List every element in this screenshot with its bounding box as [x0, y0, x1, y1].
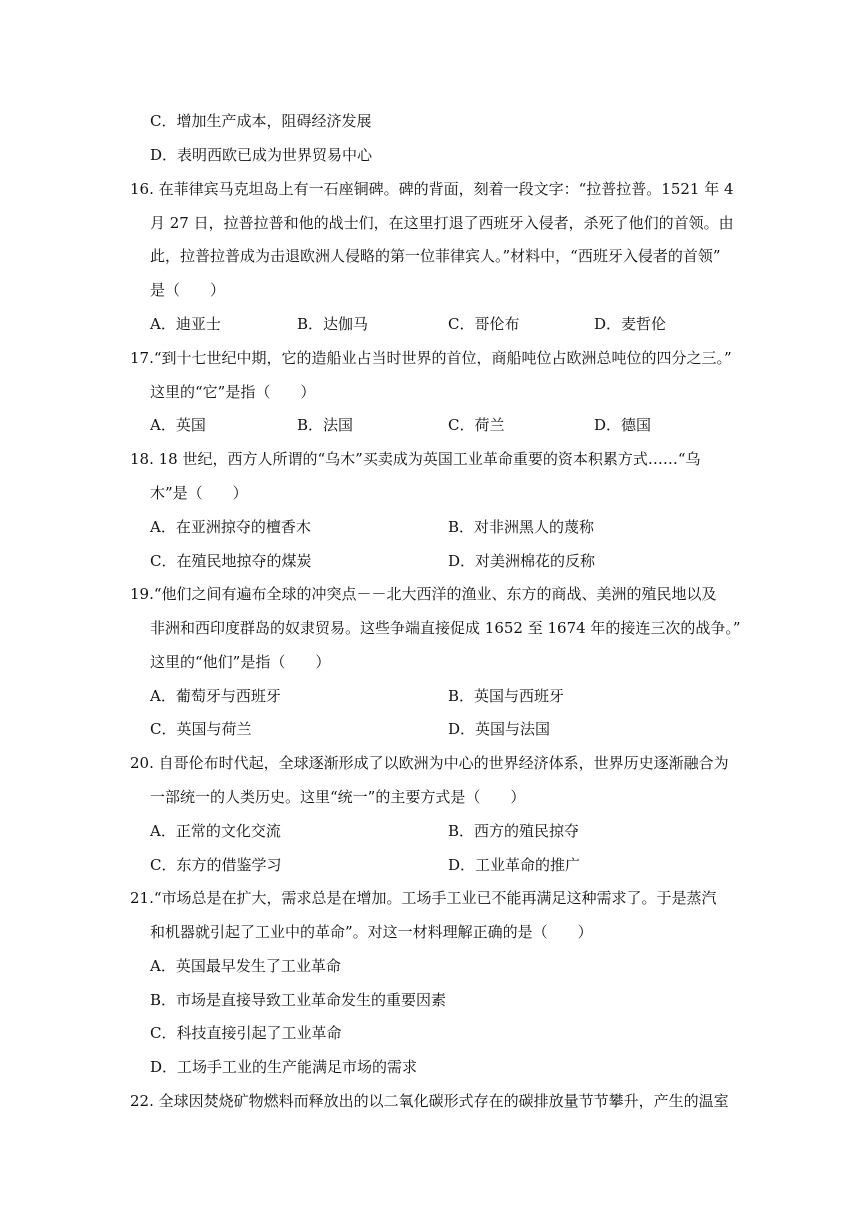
option-21-a: A．英国最早发生了工业革命	[150, 957, 341, 975]
option-16-d: D．麦哲伦	[594, 315, 667, 333]
option-15-d: D．表明西欧已成为世界贸易中心	[150, 146, 373, 164]
question-16-line-1: 16. 在菲律宾马克坦岛上有一石座铜碑。碑的背面，刻着一段文字：“拉普拉普。1521 年 4	[130, 180, 734, 198]
option-21-c: C．科技直接引起了工业革命	[150, 1024, 342, 1042]
option-18-c: C．在殖民地掠夺的煤炭	[150, 552, 312, 570]
question-16-line-3: 此，拉普拉普成为击退欧洲人侵略的第一位菲律宾人。”材料中，“西班牙入侵者的首领”	[150, 247, 721, 265]
option-18-a: A．在亚洲掠夺的檀香木	[150, 518, 311, 536]
question-22-line-1: 22. 全球因焚烧矿物燃料而释放出的以二氧化碳形式存在的碳排放量节节攀升，产生的温室	[130, 1092, 729, 1110]
option-16-c: C．哥伦布	[448, 315, 520, 333]
option-21-d: D．工场手工业的生产能满足市场的需求	[150, 1058, 418, 1076]
question-21-line-1: 21.“市场总是在扩大，需求总是在增加。工场手工业已不能再满足这种需求了。于是蒸汽	[130, 889, 717, 907]
option-21-b: B．市场是直接导致工业革命发生的重要因素	[150, 991, 447, 1009]
option-16-b: B．达伽马	[297, 315, 369, 333]
option-19-d: D．英国与法国	[448, 720, 551, 738]
question-20-line-2: 一部统一的人类历史。这里“统一”的主要方式是（ ）	[150, 788, 526, 806]
question-17-line-2: 这里的“它”是指（ ）	[150, 383, 316, 401]
option-17-d: D．德国	[594, 416, 652, 434]
option-20-d: D．工业革命的推广	[448, 856, 581, 874]
question-20-line-1: 20. 自哥伦布时代起，全球逐渐形成了以欧洲为中心的世界经济体系，世界历史逐渐融合为	[130, 754, 729, 772]
question-19-line-3: 这里的“他们”是指（ ）	[150, 653, 331, 671]
option-20-a: A．正常的文化交流	[150, 822, 281, 840]
question-16-line-2: 月 27 日，拉普拉普和他的战士们，在这里打退了西班牙入侵者，杀死了他们的首领。由	[150, 214, 734, 232]
question-17-line-1: 17.“到十七世纪中期，它的造船业占当时世界的首位，商船吨位占欧洲总吨位的四分之三。”	[130, 349, 732, 367]
question-21-line-2: 和机器就引起了工业中的革命”。对这一材料理解正确的是（ ）	[150, 923, 593, 941]
option-19-c: C．英国与荷兰	[150, 720, 252, 738]
question-16-line-4: 是（ ）	[150, 281, 226, 299]
option-17-c: C．荷兰	[448, 416, 505, 434]
question-18-line-2: 木”是（ ）	[150, 484, 248, 502]
option-19-a: A．葡萄牙与西班牙	[150, 687, 281, 705]
option-19-b: B．英国与西班牙	[448, 687, 565, 705]
option-17-a: A．英国	[150, 416, 206, 434]
option-20-b: B．西方的殖民掠夺	[448, 822, 580, 840]
question-19-line-1: 19.“他们之间有遍布全球的冲突点－－北大西洋的渔业、东方的商战、美洲的殖民地以及	[130, 585, 717, 603]
option-20-c: C．东方的借鉴学习	[150, 856, 282, 874]
option-18-d: D．对美洲棉花的反称	[448, 552, 596, 570]
question-18-line-1: 18. 18 世纪，西方人所谓的“乌木”买卖成为英国工业革命重要的资本积累方式……“乌	[130, 450, 701, 468]
option-15-c: C．增加生产成本，阻碍经济发展	[150, 112, 372, 130]
option-17-b: B．法国	[297, 416, 354, 434]
option-18-b: B．对非洲黑人的蔑称	[448, 518, 595, 536]
question-19-line-2: 非洲和西印度群岛的奴隶贸易。这些争端直接促成 1652 至 1674 年的接连三次的战争。”	[150, 619, 741, 637]
option-16-a: A．迪亚士	[150, 315, 221, 333]
